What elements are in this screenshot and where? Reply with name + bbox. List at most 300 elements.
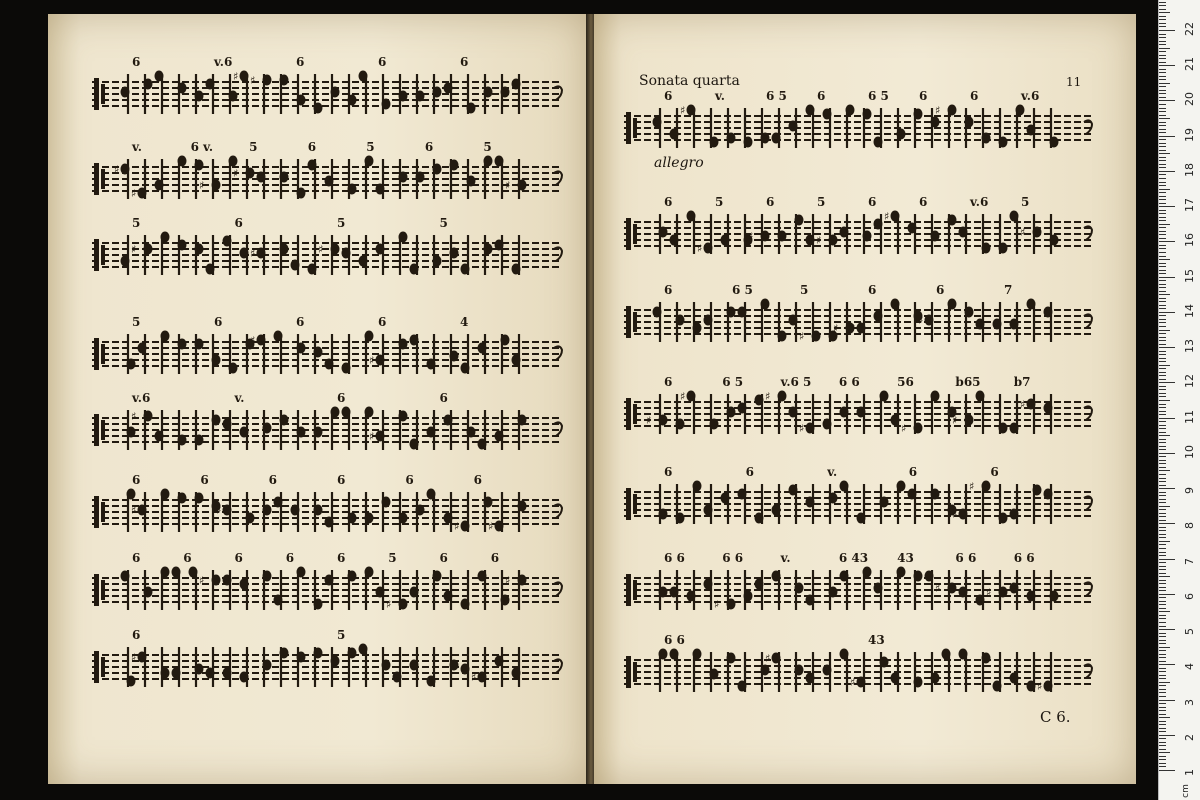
note-head xyxy=(518,575,527,586)
note-head xyxy=(727,653,736,664)
figured-bass-figure: 5 xyxy=(817,195,826,209)
note-head xyxy=(931,489,940,500)
note-head xyxy=(291,505,300,516)
accidental-sign: ♯ xyxy=(935,104,941,117)
ruler-tick xyxy=(1159,118,1170,119)
note-head xyxy=(195,160,204,171)
clef-mark xyxy=(626,488,631,520)
note-head xyxy=(659,509,668,520)
note-head xyxy=(670,649,679,660)
ruler-tick xyxy=(1159,160,1166,161)
accidental-sign: ♯ xyxy=(833,322,839,335)
note-head xyxy=(880,657,889,668)
ruler-tick xyxy=(1159,108,1166,109)
ruler-tick xyxy=(1159,86,1166,87)
note-head xyxy=(461,599,470,610)
note-head xyxy=(1027,399,1036,410)
note-head xyxy=(914,423,923,434)
accidental-sign: ♯ xyxy=(471,671,477,684)
note-head xyxy=(789,121,798,132)
ruler-tick xyxy=(1159,259,1170,260)
ruler-tick xyxy=(1159,62,1166,63)
note-head xyxy=(676,419,685,430)
ruler-tick xyxy=(1159,315,1166,316)
note-head xyxy=(1027,125,1036,136)
note-head xyxy=(823,419,832,430)
note-head xyxy=(806,595,815,606)
ruler-number: 14 xyxy=(1183,303,1196,318)
note-head xyxy=(263,423,272,434)
note-head xyxy=(376,587,385,598)
figured-bass-figure: 6 6 xyxy=(955,551,977,565)
note-head xyxy=(806,235,815,246)
note-head xyxy=(416,91,425,102)
note-head xyxy=(948,105,957,116)
figured-bass-figure: 6 xyxy=(296,315,305,329)
ruler-tick xyxy=(1159,731,1166,732)
figured-bass-figure: 5 xyxy=(366,140,375,154)
ruler-tick xyxy=(1159,30,1175,31)
figured-bass-figure: 5 xyxy=(715,195,724,209)
note-head xyxy=(670,129,679,140)
note-head xyxy=(155,71,164,82)
note-head xyxy=(857,323,866,334)
accidental-sign: ♯ xyxy=(986,586,992,599)
ruler-tick xyxy=(1159,453,1175,454)
note-head xyxy=(778,391,787,402)
ruler-tick xyxy=(1159,770,1175,771)
note-head xyxy=(778,231,787,242)
note-head xyxy=(189,567,198,578)
ruler-tick xyxy=(1159,763,1166,764)
note-head xyxy=(376,184,385,195)
note-head xyxy=(410,264,419,275)
note-head xyxy=(382,99,391,110)
note-head xyxy=(467,176,476,187)
note-head xyxy=(427,359,436,370)
figured-bass-figure: 6 xyxy=(439,551,448,565)
ruler-tick xyxy=(1159,682,1170,683)
figured-bass-figure: 6 5 xyxy=(722,375,744,389)
ruler-tick xyxy=(1159,633,1166,634)
accidental-sign: ♯ xyxy=(250,74,256,87)
note-head xyxy=(693,323,702,334)
note-head xyxy=(795,215,804,226)
note-head xyxy=(863,109,872,120)
clef-mark xyxy=(94,163,99,195)
ruler-tick xyxy=(1159,516,1166,517)
note-head xyxy=(880,391,889,402)
note-head xyxy=(965,307,974,318)
ruler-tick xyxy=(1159,573,1166,574)
note-head xyxy=(297,567,306,578)
figured-bass-figure: 6 xyxy=(745,465,754,479)
note-head xyxy=(246,513,255,524)
note-head xyxy=(738,489,747,500)
note-head xyxy=(376,244,385,255)
figured-bass-figure: 6 xyxy=(132,473,141,487)
note-head xyxy=(433,87,442,98)
note-head xyxy=(206,264,215,275)
note-head xyxy=(399,172,408,183)
note-head xyxy=(495,156,504,167)
ruler-tick xyxy=(1159,280,1166,281)
note-head xyxy=(484,87,493,98)
note-head xyxy=(1010,509,1019,520)
note-head xyxy=(161,668,170,679)
note-head xyxy=(659,587,668,598)
ruler-tick xyxy=(1159,597,1166,598)
ruler-tick xyxy=(1159,418,1175,419)
note-head xyxy=(840,481,849,492)
ruler-number: 7 xyxy=(1183,557,1196,565)
ruler-tick xyxy=(1159,717,1170,718)
ruler-tick xyxy=(1159,136,1175,137)
note-head xyxy=(376,355,385,366)
note-head xyxy=(710,669,719,680)
ruler-tick xyxy=(1159,400,1170,401)
note-head xyxy=(1044,307,1053,318)
note-head xyxy=(325,575,334,586)
ruler-tick xyxy=(1159,90,1166,91)
note-head xyxy=(897,481,906,492)
ruler-tick xyxy=(1159,185,1166,186)
note-head xyxy=(297,188,306,199)
note-head xyxy=(761,665,770,676)
note-head xyxy=(342,363,351,374)
note-head xyxy=(348,648,357,659)
figured-bass-figure: b65 xyxy=(955,375,981,389)
figured-bass-figure: 5 xyxy=(337,216,346,230)
note-head xyxy=(823,665,832,676)
note-head xyxy=(891,673,900,684)
note-head xyxy=(999,587,1008,598)
note-head xyxy=(478,343,487,354)
accidental-sign: ♯ xyxy=(646,414,652,427)
note-head xyxy=(744,591,753,602)
ruler-number: 10 xyxy=(1183,444,1196,459)
note-head xyxy=(982,481,991,492)
ruler-tick xyxy=(1159,76,1166,77)
ruler-tick xyxy=(1159,192,1166,193)
clef-mark xyxy=(101,84,105,104)
note-head xyxy=(461,521,470,532)
note-head xyxy=(161,489,170,500)
note-head xyxy=(857,407,866,418)
figured-bass-figure: 6 xyxy=(285,551,295,565)
accidental-sign: ♯ xyxy=(901,422,907,435)
ruler-tick xyxy=(1159,636,1166,637)
note-head xyxy=(518,501,527,512)
note-head xyxy=(450,660,459,671)
note-head xyxy=(1010,319,1019,330)
clef-mark xyxy=(94,496,99,528)
note-head xyxy=(495,521,504,532)
figured-bass-figure: 6 xyxy=(183,551,192,565)
ruler-tick xyxy=(1159,368,1166,369)
figured-bass-figure: 6 xyxy=(664,195,673,209)
note-head xyxy=(257,248,266,259)
accidental-sign: ♯ xyxy=(216,504,222,517)
figured-bass-figure: 6 xyxy=(405,473,414,487)
figured-bass-figure: 6 6 xyxy=(1013,551,1035,565)
note-head xyxy=(891,415,900,426)
figured-bass-figure: 6 xyxy=(908,465,918,479)
ruler-tick xyxy=(1159,326,1166,327)
clef-mark xyxy=(101,580,105,600)
note-head xyxy=(693,481,702,492)
note-head xyxy=(314,103,323,114)
accidental-sign: ♯ xyxy=(199,179,205,192)
note-head xyxy=(291,260,300,271)
note-head xyxy=(444,415,453,426)
ruler-tick xyxy=(1159,132,1166,133)
ruler-tick xyxy=(1159,411,1166,412)
note-head xyxy=(512,79,521,90)
note-head xyxy=(942,649,951,660)
figured-bass-figure: v.6 xyxy=(970,195,989,209)
note-head xyxy=(314,505,323,516)
ruler-tick xyxy=(1159,710,1166,711)
note-head xyxy=(738,403,747,414)
figured-bass-figure: b7 xyxy=(1013,375,1031,389)
ruler-tick xyxy=(1159,668,1166,669)
note-head xyxy=(687,591,696,602)
figured-bass-figure: 6 xyxy=(337,551,346,565)
ruler-tick xyxy=(1159,270,1166,271)
figured-bass-figure: v.6 xyxy=(214,55,233,69)
accidental-sign: ♯ xyxy=(454,520,460,533)
note-head xyxy=(948,299,957,310)
clef-mark xyxy=(94,338,99,370)
ruler-tick xyxy=(1159,728,1166,729)
note-head xyxy=(365,331,374,342)
figured-bass-figure: 43 xyxy=(897,551,914,565)
ruler-tick xyxy=(1159,692,1166,693)
ruler-tick xyxy=(1159,171,1175,172)
accidental-sign: ♯ xyxy=(918,314,924,327)
ruler-tick xyxy=(1159,157,1166,158)
note-head xyxy=(433,164,442,175)
ruler-tick xyxy=(1159,122,1166,123)
note-head xyxy=(840,649,849,660)
ruler-number: 16 xyxy=(1183,233,1196,248)
note-head xyxy=(721,493,730,504)
ruler-tick xyxy=(1159,530,1166,531)
note-head xyxy=(676,513,685,524)
figured-bass-figure: 6 xyxy=(234,216,243,230)
note-head xyxy=(331,407,340,418)
note-head xyxy=(178,83,187,94)
note-head xyxy=(331,87,340,98)
ruler-tick xyxy=(1159,456,1166,457)
accidental-sign: ♯ xyxy=(318,243,324,256)
ruler-tick xyxy=(1159,478,1166,479)
ruler-tick xyxy=(1159,749,1166,750)
figured-bass-figure: 43 xyxy=(868,633,885,647)
clef-mark xyxy=(94,239,99,271)
figured-bass-figure: v.6 5 xyxy=(780,375,812,389)
note-head xyxy=(195,435,204,446)
note-head xyxy=(914,109,923,120)
note-head xyxy=(359,256,368,267)
note-head xyxy=(178,240,187,251)
ruler-tick xyxy=(1159,351,1166,352)
ruler-tick xyxy=(1159,150,1166,151)
note-head xyxy=(382,660,391,671)
ruler-tick xyxy=(1159,735,1175,736)
accidental-sign: ♯ xyxy=(680,390,686,403)
note-head xyxy=(348,184,357,195)
note-head xyxy=(280,75,289,86)
figured-bass-figure: v. xyxy=(132,140,142,154)
accidental-sign: ♯ xyxy=(748,230,754,243)
clef-mark xyxy=(94,651,99,683)
note-head xyxy=(121,87,130,98)
ruler-number: 13 xyxy=(1183,339,1196,354)
clef-mark xyxy=(633,224,637,244)
note-head xyxy=(342,407,351,418)
note-head xyxy=(195,244,204,255)
note-head xyxy=(399,339,408,350)
ruler-number: 21 xyxy=(1183,57,1196,72)
ruler-tick xyxy=(1159,182,1166,183)
ruler-tick xyxy=(1159,252,1166,253)
note-head xyxy=(240,427,249,438)
note-head xyxy=(512,264,521,275)
note-head xyxy=(976,595,985,606)
ruler-tick xyxy=(1159,273,1166,274)
ruler-tick xyxy=(1159,566,1166,567)
accidental-sign: ♯ xyxy=(969,480,975,493)
ruler-number: 11 xyxy=(1183,409,1196,424)
note-head xyxy=(512,668,521,679)
ruler-tick xyxy=(1159,696,1166,697)
note-head xyxy=(874,311,883,322)
note-head xyxy=(744,137,753,148)
note-head xyxy=(223,505,232,516)
note-head xyxy=(144,411,153,422)
note-head xyxy=(484,244,493,255)
note-head xyxy=(178,156,187,167)
note-head xyxy=(257,335,266,346)
ruler-tick xyxy=(1159,534,1166,535)
ruler-number: 19 xyxy=(1183,127,1196,142)
clef-mark xyxy=(633,580,637,600)
ruler-tick xyxy=(1159,266,1166,267)
note-head xyxy=(704,243,713,254)
figured-bass-figure: 6 xyxy=(868,195,877,209)
ruler-tick xyxy=(1159,541,1170,542)
ruler-tick xyxy=(1159,330,1170,331)
ruler-unit-label: cm xyxy=(1180,784,1191,798)
note-head xyxy=(365,513,374,524)
note-head xyxy=(138,505,147,516)
ruler-tick xyxy=(1159,544,1166,545)
note-head xyxy=(874,583,883,594)
ruler-tick xyxy=(1159,48,1170,49)
note-head xyxy=(172,668,181,679)
ruler-tick xyxy=(1159,576,1170,577)
figured-bass-figure: 6 6 xyxy=(664,551,685,565)
page-number: 11 xyxy=(1066,75,1082,89)
ruler-tick xyxy=(1159,93,1166,94)
accidental-sign: ♯ xyxy=(799,330,805,343)
note-head xyxy=(772,505,781,516)
ruler-number: 3 xyxy=(1183,698,1196,706)
ruler-tick xyxy=(1159,502,1166,503)
note-head xyxy=(670,235,679,246)
ruler-tick xyxy=(1159,241,1175,242)
note-head xyxy=(308,160,317,171)
note-head xyxy=(857,513,866,524)
ruler-tick xyxy=(1159,442,1166,443)
note-head xyxy=(450,248,459,259)
note-head xyxy=(274,595,283,606)
note-head xyxy=(874,137,883,148)
note-head xyxy=(653,307,662,318)
note-head xyxy=(297,427,306,438)
ruler-tick xyxy=(1159,206,1175,207)
note-head xyxy=(450,351,459,362)
ruler-tick xyxy=(1159,678,1166,679)
ruler-tick xyxy=(1159,432,1166,433)
clef-mark xyxy=(626,398,631,430)
ruler-tick xyxy=(1159,664,1175,665)
note-head xyxy=(461,264,470,275)
note-head xyxy=(670,587,679,598)
ruler-tick xyxy=(1159,41,1166,42)
ruler-tick xyxy=(1159,164,1166,165)
ruler-tick xyxy=(1159,365,1170,366)
note-head xyxy=(257,172,266,183)
note-head xyxy=(880,497,889,508)
ruler-number: 2 xyxy=(1183,733,1196,741)
note-head xyxy=(659,415,668,426)
accidental-sign: ♯ xyxy=(250,247,256,260)
figured-bass-figure: v. xyxy=(827,465,838,479)
ruler-tick xyxy=(1159,594,1175,595)
note-head xyxy=(501,595,510,606)
note-head xyxy=(348,513,357,524)
clef-mark xyxy=(626,656,631,688)
ruler-tick xyxy=(1159,111,1166,112)
ruler-tick xyxy=(1159,301,1166,302)
note-head xyxy=(806,105,815,116)
figured-bass-figure: 6 xyxy=(664,89,673,103)
figured-bass-figure: 4 xyxy=(460,315,469,329)
figured-bass-figure: v.6 xyxy=(1021,89,1040,103)
note-head xyxy=(314,427,323,438)
note-head xyxy=(240,672,249,683)
note-head xyxy=(1010,423,1019,434)
note-head xyxy=(263,660,272,671)
ruler-tick xyxy=(1159,263,1166,264)
ruler-tick xyxy=(1159,689,1166,690)
clef-mark xyxy=(633,404,637,424)
note-head xyxy=(410,335,419,346)
note-head xyxy=(416,505,425,516)
ruler-tick xyxy=(1159,224,1170,225)
note-head xyxy=(206,79,215,90)
note-head xyxy=(444,513,453,524)
note-head xyxy=(999,243,1008,254)
accidental-sign: ♯ xyxy=(952,508,958,521)
ruler-tick xyxy=(1159,604,1166,605)
note-head xyxy=(993,681,1002,692)
note-head xyxy=(314,599,323,610)
note-head xyxy=(399,411,408,422)
